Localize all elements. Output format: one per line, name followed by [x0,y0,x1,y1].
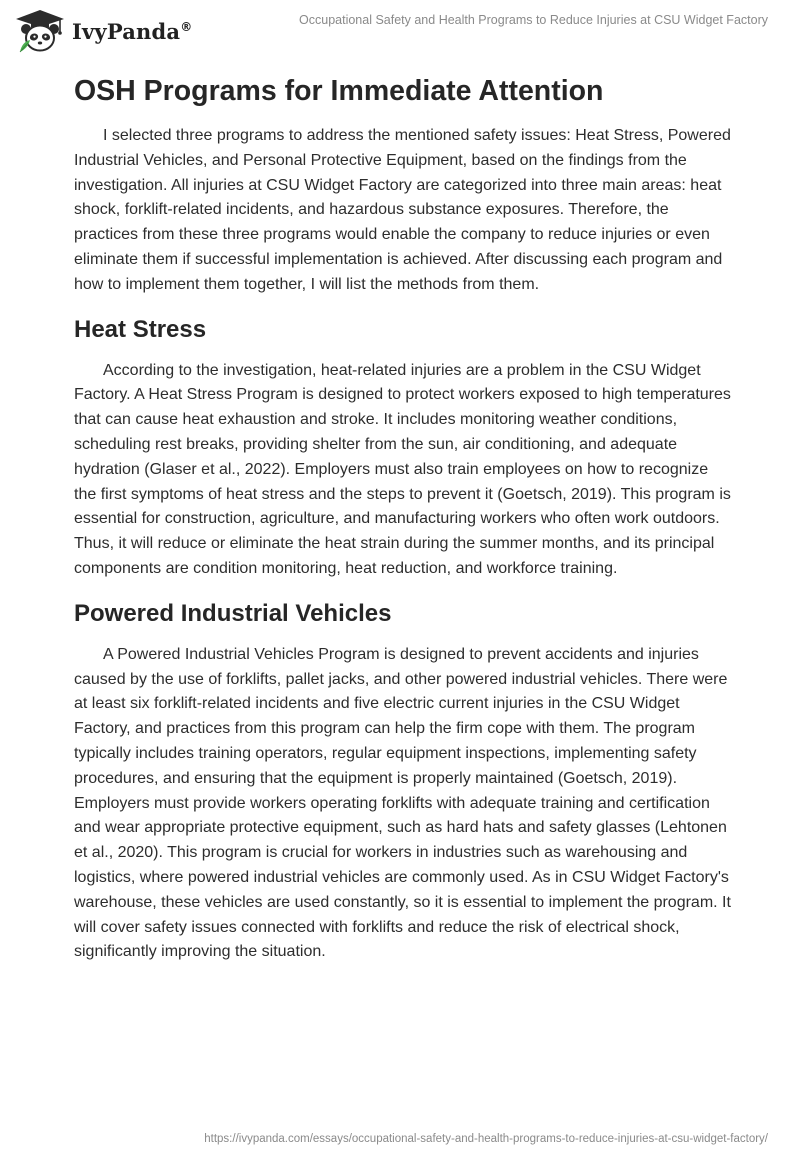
page-header [0,0,800,60]
article-title: OSH Programs for Immediate Attention [74,75,604,107]
panda-graduate-icon [14,8,66,54]
section-heading-powered-industrial-vehicles: Powered Industrial Vehicles [74,599,392,627]
section-paragraph-heat-stress: According to the investigation, heat-related injuries are a problem in the CSU Widget Factory. A Heat Stress Program is designed to protect workers exposed to high temperatures that can cause heat exhaustion and stroke. It includes monitoring weather conditions, scheduling rest breaks, providing shelter from the sun, air conditioning, and adequate hydration (Glaser et al., 2022). Employers must also train employees on how to recognize the first symptoms of heat stress and the steps to prevent it (Goetsch, 2019). This program is essential for construction, agriculture, and manufacturing workers who often work outdoors. Thus, it will reduce or eliminate the heat strain during the summer months, and its principal components are condition monitoring, heat reduction, and workforce training. [74,361,731,577]
source-url[interactable]: https://ivypanda.com/essays/occupational-safety-and-health-programs-to-reduce-injuries-at-csu-widget-factory/ [204,1133,768,1145]
brand-name: IvyPanda® [72,18,193,44]
document-title: Occupational Safety and Health Programs to Reduce Injuries at CSU Widget Factory [299,13,768,27]
brand-logo[interactable] [14,8,192,54]
section-paragraph-powered-industrial-vehicles: A Powered Industrial Vehicles Program is designed to prevent accidents and injuries caused by the use of forklifts, pallet jacks, and other powered industrial vehicles. There were at least six forklift-related incidents and five electric current injuries in the CSU Widget Factory, and practices from this program can help the firm cope with them. The program typically includes training operators, regular equipment inspections, implementing safety procedures, and ensuring that the equipment is properly maintained (Goetsch, 2019). Employers must provide workers operating forklifts with adequate training and certification and wear appropriate protective equipment, such as hard hats and safety glasses (Lehtonen et al., 2020). This program is crucial for workers in industries such as warehousing and logistics, where powered industrial vehicles are commonly used. As in CSU Widget Factory's warehouse, these vehicles are used constantly, so it is essential to implement the program. It will cover safety issues connected with forklifts and reduce the risk of electrical shock, significantly improving the situation. [74,645,731,961]
intro-paragraph: I selected three programs to address the mentioned safety issues: Heat Stress, Powered Industrial Vehicles, and Personal Protective Equipment, based on the findings from the investigation. All injuries at CSU Widget Factory are categorized into three main areas: heat shock, forklift-related incidents, and hazardous substance exposures. Therefore, the practices from these three programs would enable the company to reduce injuries or even eliminate them if successful implementation is achieved. After discussing each program and how to implement them together, I will list the methods from them. [74,127,731,293]
section-heading-heat-stress: Heat Stress [74,315,207,343]
article [74,72,734,965]
